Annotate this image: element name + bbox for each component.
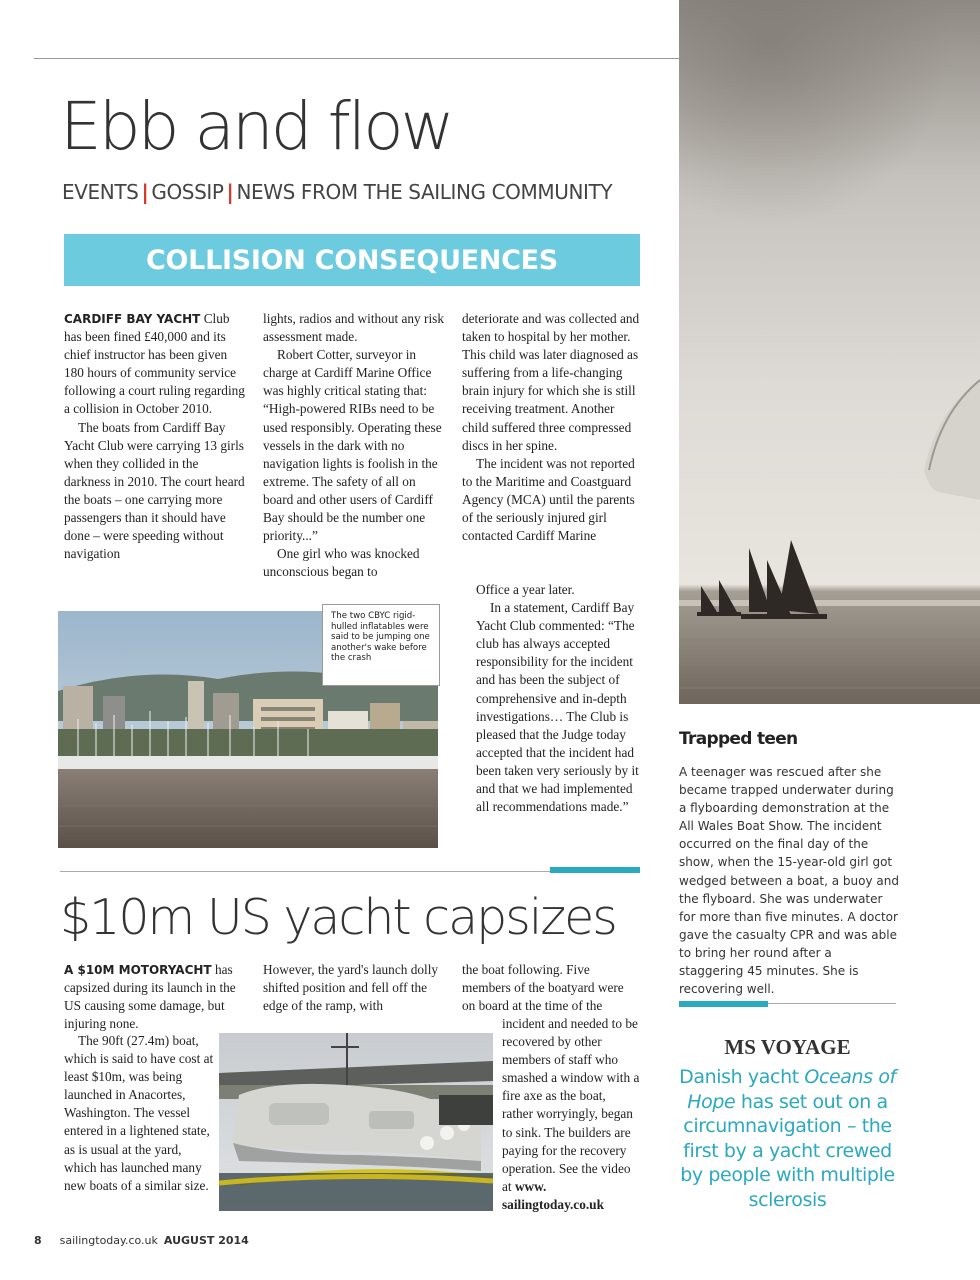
section-title: Ebb and flow xyxy=(60,88,452,165)
story1-para: deteriorate and was collected and taken to hospital by her mother. This child was later diagnosed as suffering from a life-changing brain injury for which she is still receiving treatment. Another child suffered three compressed discs in her spine. xyxy=(462,311,640,453)
trapped-teen-body: A teenager was rescued after she became trapped underwater during a flyboarding demonstration at the All Wales Boat Show. The incident occurred on the final day of the show, when the 15-year-old girl got wedged between a boat, a buoy and the flyboard. She was underwater for more than five minutes. A doctor gave the casualty CPR and was able to bring her round after a staggering 45 minutes. She is recovering well. xyxy=(679,765,899,997)
capsized-yacht-photo xyxy=(219,1033,493,1211)
story2-column-1-wrap xyxy=(64,1032,214,1195)
story1-para: One girl who was knocked unconscious began to xyxy=(263,546,420,580)
ms-voyage-text: has set out on a circumnavigation – the first by a yacht crewed by people with multiple sclerosis xyxy=(680,1090,895,1211)
story2-column-1 xyxy=(64,961,246,1033)
story2-para: the boat following. Five members of the boatyard were on board at the time of the xyxy=(462,962,624,1014)
ms-voyage-text: Danish yacht xyxy=(679,1066,805,1088)
subtitle-separator: | xyxy=(226,180,234,204)
subtitle-gossip: GOSSIP xyxy=(151,180,224,204)
footer-site[interactable]: sailingtoday.co.uk xyxy=(59,1234,158,1247)
story1-para: Robert Cotter, surveyor in charge at Cardiff Marine Office was highly critical stating that: “High-powered RIBs need to be used responsibly. Operating these vessels in the dark with no navigation lights is foolish in the extreme. The safety of all on board and other users of Cardiff Bay should be the number one priority...” xyxy=(263,347,442,544)
story1-column-3 xyxy=(462,310,640,545)
story1-para: lights, radios and without any risk assessment made. xyxy=(263,311,444,345)
page-footer xyxy=(34,1234,249,1247)
story2-column-3-wrap xyxy=(502,1015,640,1214)
subtitle-news: NEWS FROM THE SAILING COMMUNITY xyxy=(236,180,613,204)
story2-para: incident and needed to be recovered by other members of staff who smashed a window with a fire axe as the boat, rather worryingly, began to sink. The builders are paying for the recovery operation. See the video at xyxy=(502,1016,640,1194)
section-subtitle xyxy=(62,180,612,204)
story1-column-3-wrap xyxy=(476,581,640,816)
story1-para: In a statement, Cardiff Bay Yacht Club commented: “The club has always accepted responsibility for the incident and has been the subject of comprehensive and in-depth investigations… The Club is pleased that the Judge today accepted that the incident had been taken very seriously by it and that we had implemented all recommendations made.” xyxy=(476,600,639,815)
sidebar-divider-accent xyxy=(679,1001,768,1007)
story2-para: The 90ft (27.4m) boat, which is said to have cost at least $10m, was being launched in Anacortes, Washington. The vessel entered in a lightened state, as is usual at the yard, which has launched many new boats of a similar size. xyxy=(64,1033,214,1193)
story2-headline: $10m US yacht capsizes xyxy=(60,889,616,946)
sailing-barges-photo xyxy=(679,0,980,704)
story2-column-3 xyxy=(462,961,640,1015)
story2-column-2 xyxy=(263,961,445,1015)
story2-para: However, the yard's launch dolly shifted position and fell off the edge of the ramp, with xyxy=(263,962,439,1014)
section-divider-accent xyxy=(550,867,640,873)
ms-voyage-yacht-name: Oceans of Hope xyxy=(687,1066,896,1113)
subtitle-events: EVENTS xyxy=(62,180,139,204)
ms-voyage-body xyxy=(679,1065,896,1212)
story1-para: Office a year later. xyxy=(476,582,575,597)
story1-para: The incident was not reported to the Maritime and Coastguard Agency (MCA) until the parents of the seriously injured girl contacted Cardiff Marine xyxy=(462,455,635,544)
story-banner: COLLISION CONSEQUENCES xyxy=(64,234,640,286)
page-number: 8 xyxy=(34,1234,42,1247)
footer-date: AUGUST 2014 xyxy=(163,1234,249,1247)
top-rule xyxy=(34,58,680,59)
story2-para: has capsized during its launch in the US causing some damage, but injuring none. xyxy=(64,962,236,1032)
story2-url[interactable]: www. sailingtoday.co.uk xyxy=(502,1178,604,1212)
story1-para: Club has been fined £40,000 and its chief instructor has been given 180 hours of community service following a court ruling regarding a collision in October 2010. xyxy=(64,311,245,417)
story1-para: The boats from Cardiff Bay Yacht Club were carrying 13 girls when they collided in the darkness in 2010. The court heard the boats – one carrying more passengers than it should have done – were speeding without navigation xyxy=(64,419,245,562)
subtitle-separator: | xyxy=(141,180,149,204)
story1-column-2 xyxy=(263,310,445,581)
story2-lead: A $10M MOTORYACHT xyxy=(64,963,212,977)
ms-voyage-heading: MS VOYAGE xyxy=(724,1035,851,1059)
trapped-teen-heading: Trapped teen xyxy=(679,729,798,749)
story1-lead: CARDIFF BAY YACHT xyxy=(64,312,201,326)
story1-column-1 xyxy=(64,310,246,563)
photo-caption: The two CBYC rigid-hulled inflatables were said to be jumping one another's wake before the crash xyxy=(322,604,440,686)
